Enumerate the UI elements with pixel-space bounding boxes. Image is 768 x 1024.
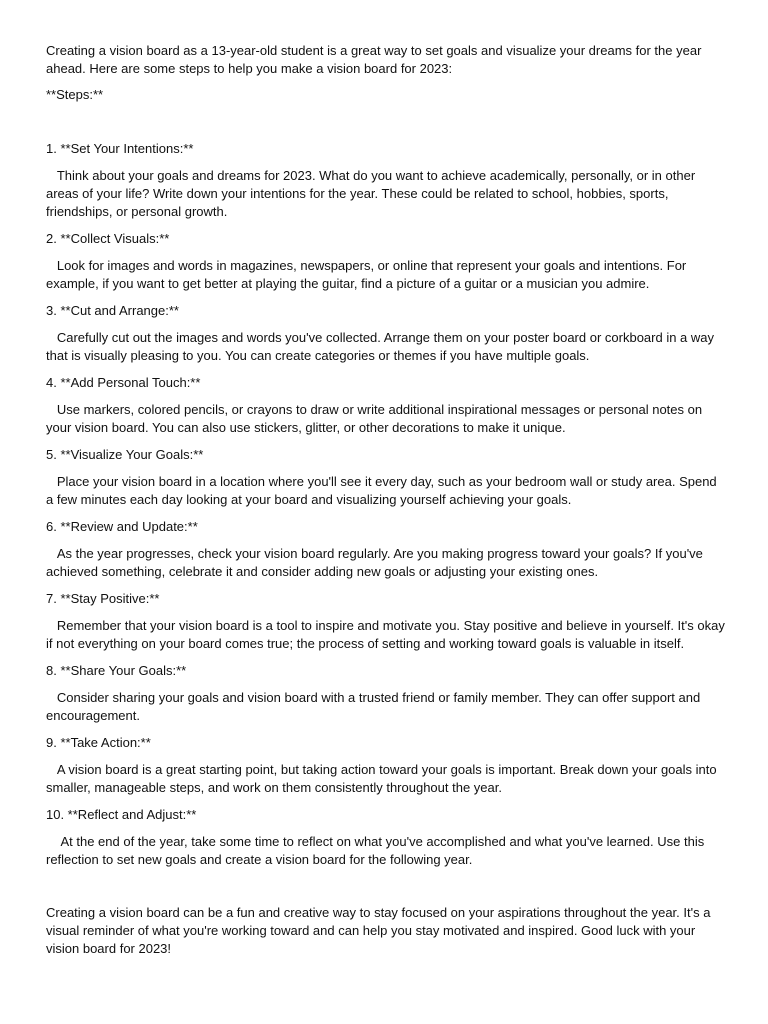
steps-heading: **Steps:** xyxy=(46,87,104,102)
step-title: 7. **Stay Positive:** xyxy=(46,591,160,606)
step-body: Think about your goals and dreams for 2023. What do you want to achieve academically, personally, or in other areas of your life? Write down your intentions for the year. These could be related to school, hobbies, sports, friendships, or personal growth. xyxy=(46,168,699,219)
step-title: 8. **Share Your Goals:** xyxy=(46,663,187,678)
step-title: 10. **Reflect and Adjust:** xyxy=(46,807,197,822)
step-title: 4. **Add Personal Touch:** xyxy=(46,375,201,390)
step-body: Consider sharing your goals and vision board with a trusted friend or family member. They can offer support and encouragement. xyxy=(46,690,704,723)
closing-paragraph: Creating a vision board can be a fun and creative way to stay focused on your aspirations throughout the year. It's a visual reminder of what you're working toward and can help you stay motivated and inspired. Good luck with your vision board for 2023! xyxy=(46,905,715,956)
step-title: 5. **Visualize Your Goals:** xyxy=(46,447,204,462)
step-body: Remember that your vision board is a tool to inspire and motivate you. Stay positive and believe in yourself. It's okay if not everything on your board comes true; the process of setting and working toward goals is valuable in itself. xyxy=(46,618,729,651)
step-body: As the year progresses, check your vision board regularly. Are you making progress toward your goals? If you've achieved something, celebrate it and consider adding new goals or adjusting your existing ones. xyxy=(46,546,707,579)
document-page xyxy=(46,42,729,958)
step-body: At the end of the year, take some time to reflect on what you've accomplished and what you've learned. Use this reflection to set new goals and create a vision board for the following year. xyxy=(46,834,708,867)
step-body: Look for images and words in magazines, newspapers, or online that represent your goals and intentions. For example, if you want to get better at playing the guitar, find a picture of a guitar or a musician you admire. xyxy=(46,258,690,291)
step-body: Carefully cut out the images and words you've collected. Arrange them on your poster board or corkboard in a way that is visually pleasing to you. You can create categories or themes if you have multiple goals. xyxy=(46,330,718,363)
steps-list xyxy=(46,140,729,869)
step-title: 3. **Cut and Arrange:** xyxy=(46,303,179,318)
step-title: 9. **Take Action:** xyxy=(46,735,151,750)
step-title: 1. **Set Your Intentions:** xyxy=(46,141,194,156)
intro-paragraph: Creating a vision board as a 13-year-old student is a great way to set goals and visualize your dreams for the year ahead. Here are some steps to help you make a vision board for 2023: xyxy=(46,43,706,76)
step-body: Place your vision board in a location where you'll see it every day, such as your bedroom wall or study area. Spend a few minutes each day looking at your board and visualizing yourself achieving your goals. xyxy=(46,474,721,507)
step-title: 2. **Collect Visuals:** xyxy=(46,231,170,246)
step-body: Use markers, colored pencils, or crayons to draw or write additional inspirational messages or personal notes on your vision board. You can also use stickers, glitter, or other decorations to make it unique. xyxy=(46,402,706,435)
step-body: A vision board is a great starting point, but taking action toward your goals is important. Break down your goals into smaller, manageable steps, and work on them consistently throughout the year. xyxy=(46,762,721,795)
step-title: 6. **Review and Update:** xyxy=(46,519,198,534)
